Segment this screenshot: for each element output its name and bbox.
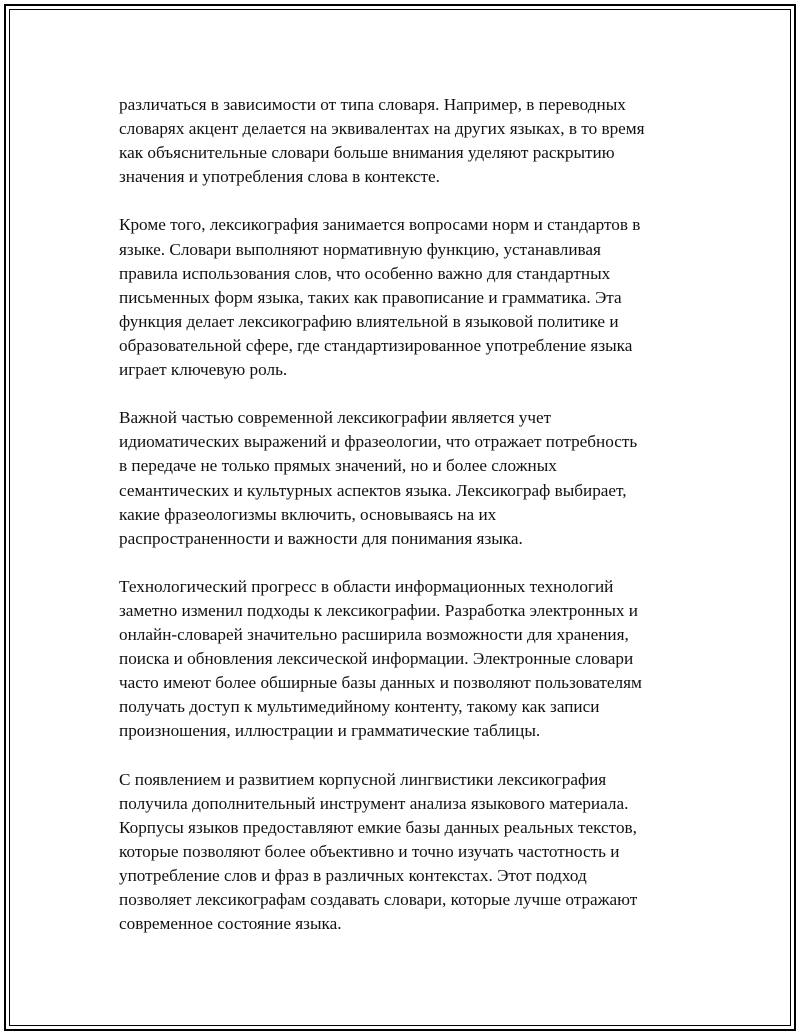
text-line: онлайн-словарей значительно расширила возможности для хранения, — [119, 625, 629, 645]
text-line: семантических и культурных аспектов языка. Лексикограф выбирает, — [119, 480, 627, 500]
text-line: Важной частью современной лексикографии является учет — [119, 408, 552, 428]
text-line: в передаче не только прямых значений, но и более сложных — [119, 456, 557, 476]
text-line: заметно изменил подходы к лексикографии. Разработка электронных и — [119, 600, 638, 620]
text-line: часто имеют более обширные базы данных и позволяют пользователям — [119, 673, 642, 693]
text-line: различаться в зависимости от типа словаря. Например, в переводных — [119, 95, 626, 114]
text-line: значения и употребления слова в контексте. — [119, 167, 440, 187]
text-line: Корпусы языков предоставляют емкие базы данных реальных текстов, — [119, 817, 637, 837]
text-line: правила использования слов, что особенно важно для стандартных — [119, 263, 611, 283]
text-line: употребление слов и фраз в различных контекстах. Этот подход — [119, 866, 587, 885]
paragraph-2 — [119, 213, 699, 382]
text-line: идиоматических выражений и фразеологии, что отражает потребность — [119, 432, 638, 452]
text-line: какие фразеологизмы включить, основываясь на их — [119, 504, 497, 524]
paragraph-4 — [119, 575, 699, 744]
text-line: Технологический прогресс в области информационных технологий — [119, 576, 614, 596]
text-line: позволяет лексикографам создавать словари, которые лучше отражают — [119, 890, 638, 910]
text-line: произношения, иллюстрации и грамматические таблицы. — [119, 721, 541, 741]
text-line: С появлением и развитием корпусной лингвистики лексикография — [119, 769, 607, 789]
text-line: современное состояние языка. — [119, 914, 342, 934]
text-line: поиска и обновления лексической информации. Электронные словари — [119, 649, 634, 669]
text-line: как объяснительные словари больше внимания уделяют раскрытию — [119, 143, 615, 163]
text-line: Кроме того, лексикография занимается вопросами норм и стандартов в — [119, 215, 641, 235]
paragraph-5 — [119, 768, 699, 937]
paragraph-1 — [119, 93, 699, 189]
text-line: которые позволяют более объективно и точно изучать частотность и — [119, 841, 620, 861]
text-line: языке. Словари выполняют нормативную функцию, устанавливая — [119, 239, 601, 259]
text-line: словарях акцент делается на эквивалентах на других языках, в то время — [119, 119, 645, 139]
paragraph-3 — [119, 406, 699, 551]
text-line: письменных форм языка, таких как правописание и грамматика. Эта — [119, 287, 622, 307]
text-line: получать доступ к мультимедийному контенту, такому как записи — [119, 697, 600, 717]
document-body — [119, 93, 699, 960]
text-line: функция делает лексикографию влиятельной в языковой политике и — [119, 311, 619, 331]
text-line: получила дополнительный инструмент анализа языкового материала. — [119, 793, 629, 813]
text-line: играет ключевую роль. — [119, 360, 288, 380]
text-line: распространенности и важности для понимания языка. — [119, 528, 523, 548]
text-line: образовательной сфере, где стандартизированное употребление языка — [119, 335, 633, 355]
